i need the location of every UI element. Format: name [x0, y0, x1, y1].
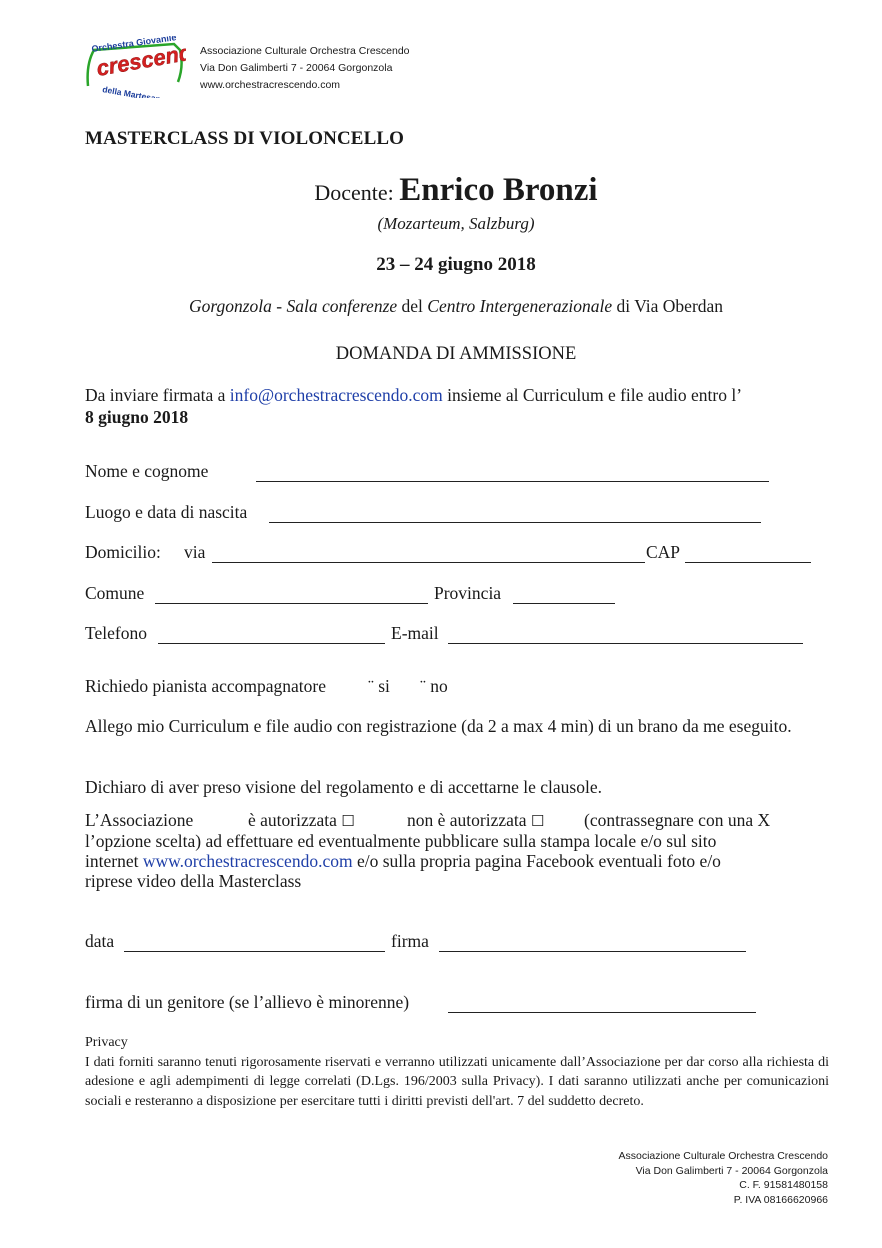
field-luogo-line[interactable] — [269, 522, 761, 523]
header-address: Via Don Galimberti 7 - 20064 Gorgonzola — [200, 62, 393, 74]
label-via: via — [184, 542, 206, 562]
venue-city: Gorgonzola - Sala conferenze — [188, 296, 398, 316]
checkbox-authorized-icon[interactable]: ☐ — [341, 812, 355, 830]
logo-text-bottom: della Martesana — [101, 84, 167, 98]
dichiaro-paragraph: Dichiaro di aver preso visione del regolamento e di accettarne le clausole. — [85, 777, 603, 797]
field-via-line[interactable] — [212, 562, 645, 563]
orchestra-logo — [84, 36, 186, 98]
auth-line4: riprese video della Masterclass — [85, 871, 302, 891]
document-title: MASTERCLASS DI VIOLONCELLO — [85, 128, 404, 149]
auth-line3-post: e/o sulla propria pagina Facebook eventuali foto e/o — [352, 851, 721, 871]
intro-line — [85, 385, 742, 406]
label-firma: firma — [391, 931, 429, 951]
pianist-no-label: no — [430, 676, 448, 696]
venue-del: del — [397, 296, 428, 316]
field-firma-line[interactable] — [439, 951, 746, 952]
field-data-line[interactable] — [124, 951, 385, 952]
label-domicilio: Domicilio: — [85, 542, 161, 562]
header-address-block — [200, 43, 410, 94]
auth-web-link[interactable]: www.orchestracrescendo.com — [142, 851, 353, 871]
docente-affiliation: (Mozarteum, Salzburg) — [377, 214, 535, 233]
pianist-si-label: si — [378, 676, 390, 696]
docente-line — [0, 172, 882, 209]
footer-address-block — [618, 1149, 828, 1207]
label-nome: Nome e cognome — [85, 461, 209, 481]
checkbox-no-icon: ¨ — [420, 676, 426, 696]
pianist-no-option[interactable] — [420, 676, 448, 697]
venue-via: di Via Oberdan — [612, 296, 724, 316]
label-pianist: Richiedo pianista accompagnatore — [85, 676, 327, 696]
intro-deadline: 8 giugno 2018 — [85, 407, 189, 427]
allego-paragraph: Allego mio Curriculum e file audio con registrazione (da 2 a max 4 min) di un brano da me eseguito. — [85, 716, 792, 736]
docente-name: Enrico Bronzi — [399, 172, 598, 208]
checkbox-not-authorized-icon[interactable]: ☐ — [530, 812, 545, 830]
field-cap-line[interactable] — [685, 562, 811, 563]
footer-cf: C. F. 91581480158 — [739, 1179, 828, 1191]
label-email: E-mail — [391, 623, 439, 643]
field-nome-line[interactable] — [256, 481, 769, 482]
auth-no-label: non è autorizzata — [407, 810, 527, 830]
footer-piva: P. IVA 08166620966 — [733, 1193, 828, 1206]
auth-line3 — [85, 851, 721, 872]
privacy-body: I dati forniti saranno tenuti rigorosamente riservati e verranno utilizzati unicamente dall’Associazione per dar corso alla richiesta di adesione e agli adempimenti di legge correlati (D.Lgs. 196/2003 sulla Privacy). I dati saranno utilizzati anche per comunicazioni sociali e resteranno a disposizione per esercitare tutti i diritti previsti dell'art. 7 del suddetto decreto. — [85, 1054, 829, 1109]
field-provincia-line[interactable] — [513, 603, 615, 604]
intro-post: insieme al Curriculum e file audio entro l’ — [442, 385, 743, 405]
event-venue — [0, 296, 882, 317]
auth-no-option[interactable] — [407, 810, 544, 831]
privacy-section — [85, 1033, 829, 1111]
label-luogo: Luogo e data di nascita — [85, 502, 248, 522]
header-org: Associazione Culturale Orchestra Crescendo — [200, 45, 410, 57]
label-cap: CAP — [646, 542, 681, 562]
auth-line2: l’opzione scelta) ad effettuare ed eventualmente pubblicare sulla stampa locale e/o sul sito — [85, 831, 717, 851]
label-comune: Comune — [85, 583, 145, 603]
intro-email-link[interactable]: info@orchestracrescendo.com — [229, 385, 443, 405]
label-provincia: Provincia — [434, 583, 502, 603]
auth-yes-option[interactable] — [248, 810, 355, 831]
label-telefono: Telefono — [85, 623, 147, 643]
auth-note: (contrassegnare con una X — [584, 810, 771, 830]
event-dates: 23 – 24 giugno 2018 — [376, 254, 536, 275]
privacy-title: Privacy — [85, 1035, 128, 1050]
header-web[interactable]: www.orchestracrescendo.com — [200, 79, 341, 91]
field-telefono-line[interactable] — [158, 643, 385, 644]
form-heading: DOMANDA DI AMMISSIONE — [335, 344, 577, 364]
label-firma-genitore: firma di un genitore (se l’allievo è minorenne) — [85, 992, 410, 1012]
intro-pre: Da inviare firmata a — [85, 385, 230, 405]
field-email-line[interactable] — [448, 643, 803, 644]
auth-assoc: L’Associazione — [85, 810, 194, 830]
venue-centro: Centro Intergenerazionale — [427, 296, 613, 316]
logo-text-main: crescendo — [94, 37, 186, 81]
field-comune-line[interactable] — [155, 603, 428, 604]
auth-line3-pre: internet — [85, 851, 143, 871]
pianist-si-option[interactable] — [368, 676, 390, 697]
label-data: data — [85, 931, 115, 951]
footer-address: Via Don Galimberti 7 - 20064 Gorgonzola — [635, 1164, 828, 1177]
footer-org: Associazione Culturale Orchestra Crescendo — [618, 1150, 828, 1162]
checkbox-si-icon: ¨ — [368, 676, 374, 696]
docente-label: Docente: — [314, 180, 400, 205]
logo-text-top: Orchestra Giovanile — [90, 36, 177, 54]
auth-yes-label: è autorizzata — [248, 810, 337, 830]
field-firma-genitore-line[interactable] — [448, 1012, 756, 1013]
